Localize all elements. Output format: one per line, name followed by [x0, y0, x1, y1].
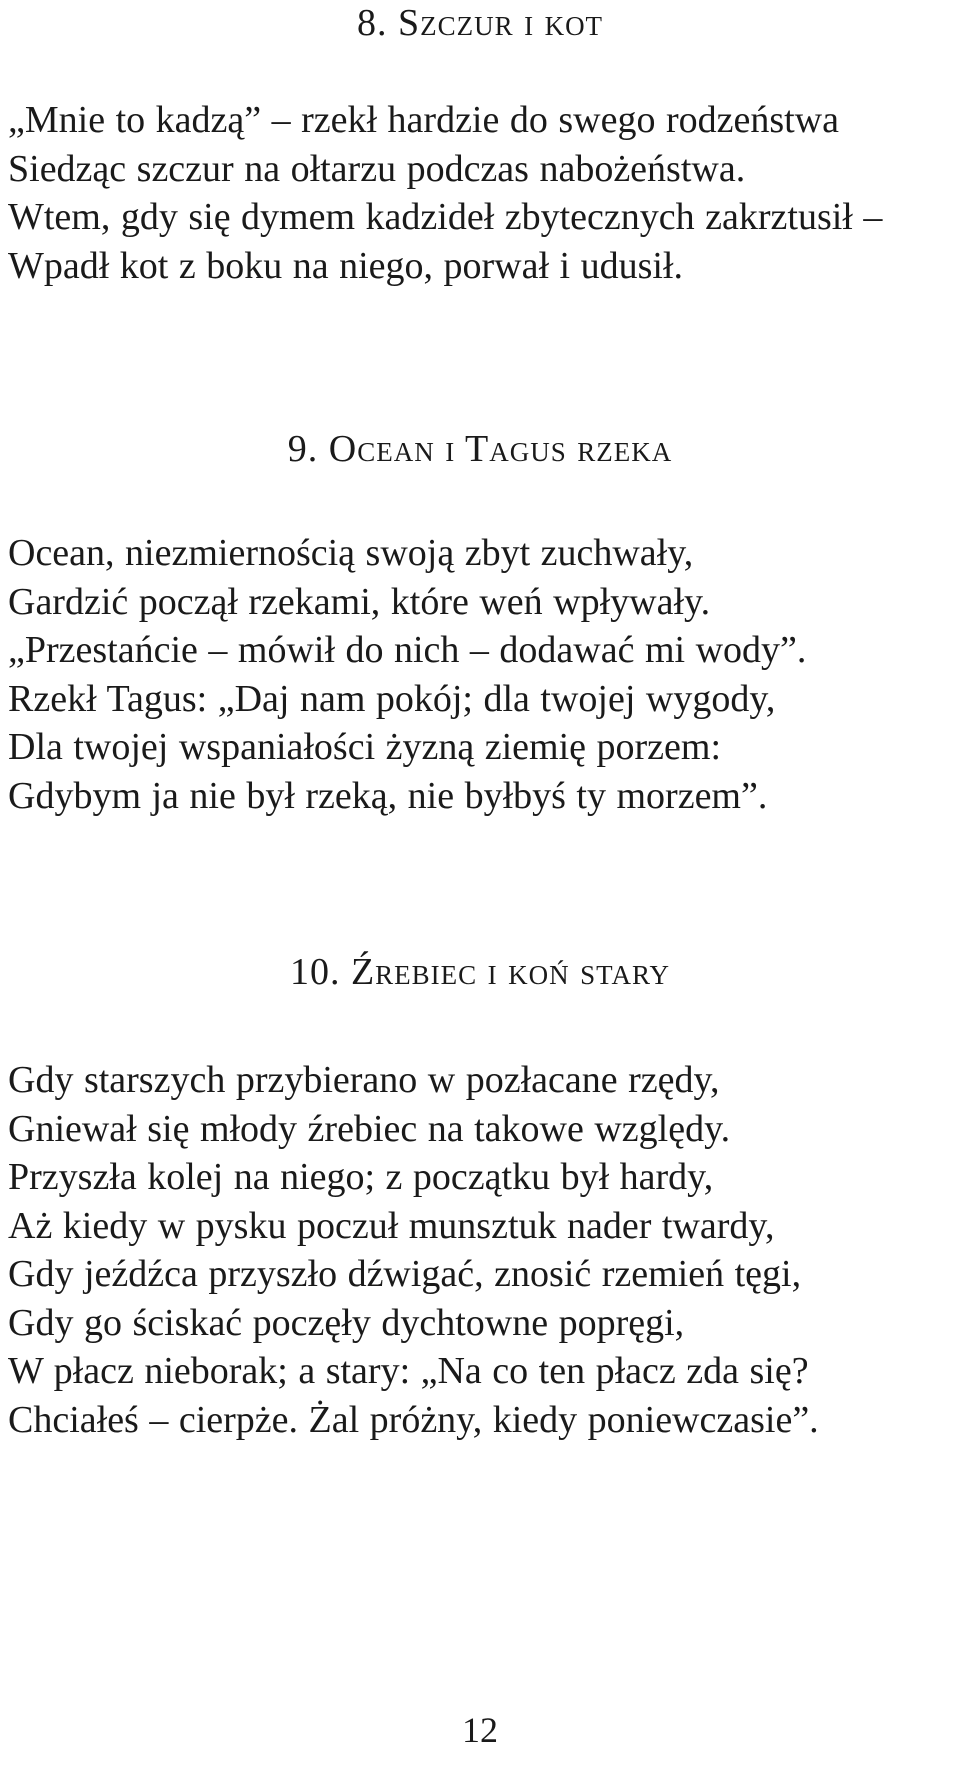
fable-heading: [0, 426, 960, 472]
fable-title: Ocean i Tagus rzeka: [328, 428, 673, 470]
poem-line: Gdy jeźdźca przyszło dźwigać, znosić rzemień tęgi,: [8, 1253, 802, 1295]
fable-title: Źrebiec i koń stary: [350, 951, 671, 993]
poem-line: Wpadł kot z boku na niego, porwał i udusił.: [8, 244, 683, 287]
fable-number: 8.: [356, 2, 388, 44]
fable-poem: [8, 1056, 952, 1444]
poem-line: Gdybym ja nie był rzeką, nie byłbyś ty morzem”.: [8, 774, 768, 817]
poem-line: Dla twojej wspaniałości żyzną ziemię porzem:: [8, 726, 722, 768]
poem-line: Gdy go ściskać poczęły dychtowne popręgi,: [8, 1301, 685, 1344]
poem-line: Siedząc szczur na ołtarzu podczas nabożeństwa.: [8, 147, 746, 190]
poem-line: Chciałeś – cierpże. Żal próżny, kiedy poniewczasie”.: [8, 1398, 819, 1441]
page-number: 12: [462, 1710, 498, 1750]
fable-title: Szczur i kot: [397, 2, 604, 44]
poem-line: W płacz nieborak; a stary: „Na co ten płacz zda się?: [8, 1350, 809, 1392]
fable-number: 9.: [287, 428, 319, 470]
poem-line: Przyszła kolej na niego; z początku był hardy,: [8, 1156, 714, 1198]
fable-poem: [8, 529, 952, 820]
poem-line: Gniewał się młody źrebiec na takowe względy.: [8, 1107, 731, 1150]
fable-poem: [8, 96, 952, 290]
poem-line: Ocean, niezmiernością swoją zbyt zuchwały,: [8, 532, 694, 574]
fable-heading: [0, 0, 960, 46]
fable-heading: [0, 949, 960, 995]
fable-number: 10.: [289, 951, 341, 993]
poem-line: „Mnie to kadzą” – rzekł hardzie do swego rodzeństwa: [8, 99, 839, 141]
poem-line: „Przestańcie – mówił do nich – dodawać mi wody”.: [8, 629, 807, 671]
poem-line: Gardzić począł rzekami, które weń wpływały.: [8, 580, 711, 623]
poem-line: Aż kiedy w pysku poczuł munsztuk nader twardy,: [8, 1204, 775, 1247]
poem-line: Gdy starszych przybierano w pozłacane rzędy,: [8, 1059, 720, 1101]
poem-line: Rzekł Tagus: „Daj nam pokój; dla twojej wygody,: [8, 677, 776, 720]
poem-line: Wtem, gdy się dymem kadzideł zbytecznych zakrztusił –: [8, 196, 883, 238]
